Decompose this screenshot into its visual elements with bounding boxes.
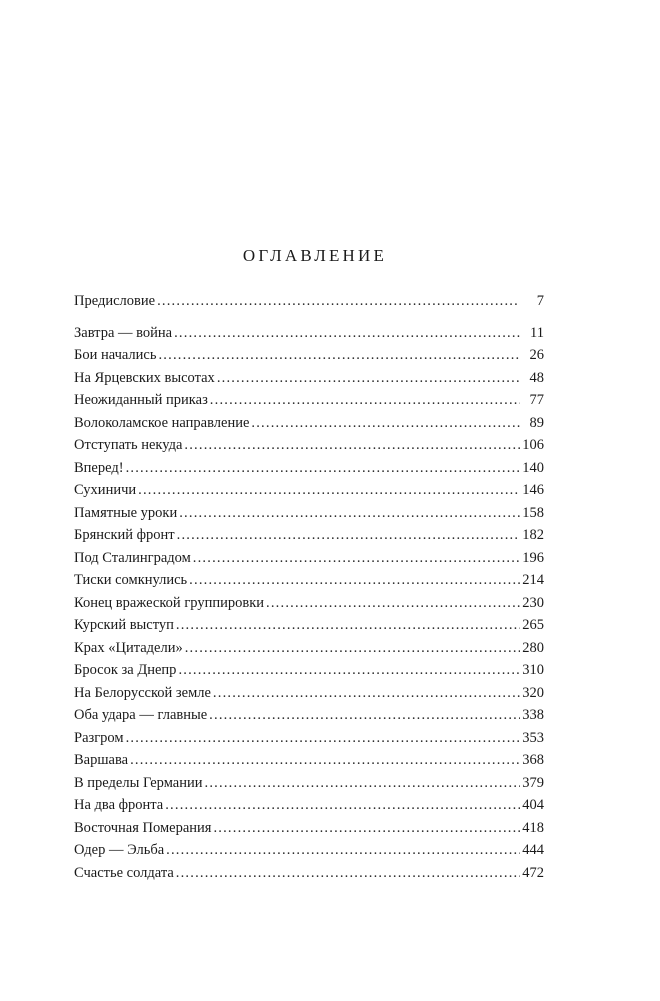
- toc-entry: [74, 727, 544, 750]
- dot-leader: [217, 367, 520, 390]
- dot-leader: [126, 727, 520, 750]
- toc-entry-title: Бросок за Днепр: [74, 662, 177, 678]
- toc-entry-page-number: 353: [522, 729, 544, 746]
- toc-entry: [74, 682, 544, 705]
- dot-leader: [176, 614, 520, 637]
- toc-entry-title: Тиски сомкнулись: [74, 572, 188, 588]
- toc-entry: [74, 367, 544, 390]
- toc-entry-page-number: 280: [522, 639, 544, 656]
- dot-leader: [266, 592, 520, 615]
- dot-leader: [138, 479, 520, 502]
- dot-leader: [166, 839, 520, 862]
- toc-entry-title: Оба удара — главные: [74, 707, 208, 723]
- toc-entry-page-number: 196: [522, 549, 544, 566]
- toc-entry: [74, 290, 544, 313]
- toc-entry-page-number: 158: [522, 504, 544, 521]
- dot-leader: [165, 794, 520, 817]
- toc-entry: [74, 434, 544, 457]
- toc-entry: [74, 614, 544, 637]
- toc-entry: [74, 502, 544, 525]
- toc-entry: [74, 322, 544, 345]
- toc-entry-title: Вперед!: [74, 459, 124, 476]
- dot-leader: [184, 434, 520, 457]
- toc-entry: [74, 659, 544, 682]
- dot-leader: [189, 569, 520, 592]
- toc-entry-page-number: 140: [522, 459, 544, 476]
- toc-entry-title: На Белорусской земле: [74, 684, 211, 701]
- dot-leader: [193, 547, 520, 570]
- dot-leader: [185, 637, 520, 660]
- toc-entry-title: Брянский фронт: [74, 527, 175, 543]
- dot-leader: [213, 682, 520, 705]
- toc-entry-title: Бои начались: [74, 347, 157, 363]
- dot-leader: [158, 344, 520, 367]
- toc-entry: [74, 569, 544, 592]
- toc-entry: [74, 772, 544, 795]
- toc-entry: [74, 592, 544, 615]
- dot-leader: [130, 749, 520, 772]
- toc-entry: [74, 839, 544, 862]
- toc-entry-title: Восточная Померания: [74, 819, 212, 836]
- page-title: ОГЛАВЛЕНИЕ: [242, 246, 388, 265]
- toc-entry-title: Волоколамское направление: [74, 414, 250, 431]
- toc-entry-page-number: 265: [522, 617, 544, 633]
- toc-entry-page-number: 444: [522, 842, 544, 858]
- toc-entry: [74, 344, 544, 367]
- toc-entry-title: Отступать некуда: [74, 437, 183, 453]
- toc-entry-page-number: 77: [529, 392, 544, 408]
- toc-entry-title: Варшава: [74, 752, 129, 768]
- toc-entry-title: Разгром: [74, 729, 124, 746]
- toc-entry-page-number: 7: [536, 293, 544, 309]
- toc-entry-title: Завтра — война: [74, 324, 173, 341]
- dot-leader: [210, 389, 520, 412]
- table-of-contents: [74, 290, 544, 884]
- dot-leader: [174, 322, 520, 345]
- toc-entry-page-number: 320: [522, 684, 544, 701]
- toc-entry: [74, 547, 544, 570]
- dot-leader: [251, 412, 520, 435]
- dot-leader: [126, 457, 520, 480]
- dot-leader: [209, 704, 520, 727]
- toc-entry-title: Одер — Эльба: [74, 842, 165, 858]
- toc-entry-title: На два фронта: [74, 797, 164, 813]
- toc-entry-title: Крах «Цитадели»: [74, 639, 183, 656]
- toc-entry: [74, 457, 544, 480]
- toc-entry-title: На Ярцевских высотах: [74, 369, 215, 386]
- toc-entry: [74, 794, 544, 817]
- toc-entry-page-number: 368: [522, 752, 544, 768]
- toc-entry: [74, 817, 544, 840]
- toc-entry-page-number: 230: [522, 594, 544, 611]
- toc-entry-title: Предисловие: [74, 293, 156, 309]
- dot-leader: [176, 862, 520, 885]
- toc-entry-title: В пределы Германии: [74, 774, 203, 791]
- toc-entry-title: Неожиданный приказ: [74, 392, 208, 408]
- toc-entry: [74, 524, 544, 547]
- dot-leader: [179, 502, 520, 525]
- toc-entry: [74, 749, 544, 772]
- toc-entry-page-number: 48: [529, 369, 544, 386]
- toc-entry-title: Сухиничи: [74, 482, 137, 498]
- toc-entry-page-number: 26: [529, 347, 544, 363]
- toc-entry: [74, 862, 544, 885]
- dot-leader: [157, 290, 520, 313]
- toc-entry-page-number: 106: [522, 437, 544, 453]
- toc-entry-page-number: 418: [522, 819, 544, 836]
- toc-entry: [74, 637, 544, 660]
- toc-entry-page-number: 146: [522, 482, 544, 498]
- toc-entry: [74, 412, 544, 435]
- toc-entry-page-number: 404: [522, 797, 544, 813]
- toc-entry: [74, 479, 544, 502]
- toc-entry-page-number: 182: [522, 527, 544, 543]
- toc-entry-title: Счастье солдата: [74, 864, 174, 881]
- toc-entry-title: Курский выступ: [74, 617, 174, 633]
- toc-entry: [74, 704, 544, 727]
- toc-entry-page-number: 214: [522, 572, 544, 588]
- toc-entry: [74, 389, 544, 412]
- toc-entry-page-number: 338: [522, 707, 544, 723]
- toc-entry-page-number: 472: [522, 864, 544, 881]
- dot-leader: [177, 524, 520, 547]
- toc-entry-title: Конец вражеской группировки: [74, 594, 265, 611]
- toc-entry-title: Памятные уроки: [74, 504, 178, 521]
- toc-entry-page-number: 11: [530, 324, 544, 341]
- dot-leader: [205, 772, 520, 795]
- dot-leader: [213, 817, 520, 840]
- toc-entry-page-number: 379: [522, 774, 544, 791]
- toc-entry-title: Под Сталинградом: [74, 549, 191, 566]
- dot-leader: [178, 659, 520, 682]
- toc-entry-page-number: 89: [529, 414, 544, 431]
- toc-entry-page-number: 310: [522, 662, 544, 678]
